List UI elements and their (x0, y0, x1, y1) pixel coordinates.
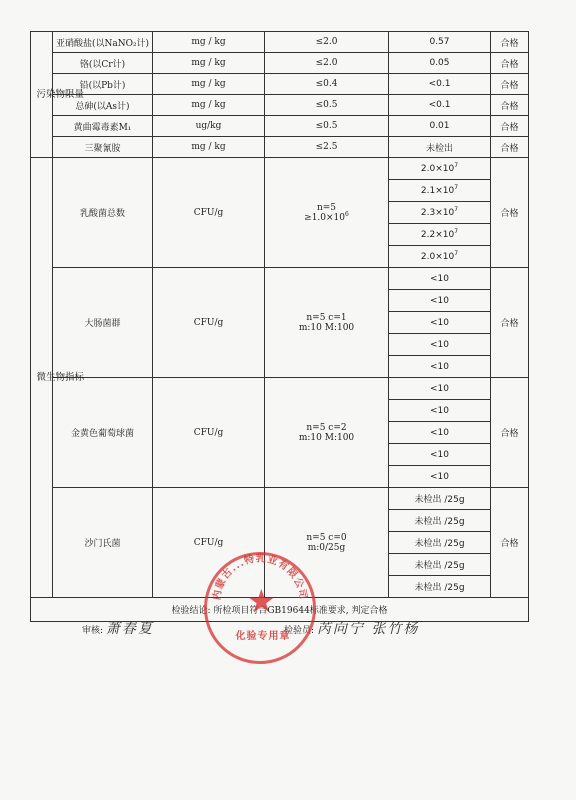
microbe-result: 未检出 /25g (389, 510, 491, 532)
reviewer-signature: 萧春夏 (105, 621, 154, 637)
item-name: 铬(以Cr计) (53, 53, 153, 74)
result-base: 2.3×10 (420, 207, 455, 218)
item-standard: ≤2.0 (265, 32, 389, 53)
company-seal-stamp (204, 552, 316, 664)
microbe-name: 大肠菌群 (53, 268, 153, 378)
item-result: <0.1 (389, 95, 491, 116)
item-unit: ug/kg (153, 116, 265, 137)
microbe-result: <10 (389, 356, 491, 378)
result-exponent: 7 (454, 227, 459, 235)
microbe-name: 金黄色葡萄球菌 (53, 378, 153, 488)
item-name: 总砷(以As计) (53, 95, 153, 116)
microbe-unit: CFU/g (153, 378, 265, 488)
microbe-standard (265, 378, 389, 488)
item-result: 0.05 (389, 53, 491, 74)
item-standard: ≤2.5 (265, 137, 389, 158)
table-row (31, 74, 529, 95)
result-exponent: 7 (454, 249, 459, 257)
standard-line: n=5 c=1 (306, 312, 347, 323)
category-label-microbes (31, 158, 85, 598)
result-base: 2.0×10 (420, 163, 455, 174)
table-row (31, 488, 529, 510)
reviewer-block (82, 618, 154, 638)
standard-line: m:10 M:100 (298, 322, 355, 333)
standard-line: n=5 (316, 202, 337, 213)
standard-exponent: 6 (345, 210, 349, 218)
inspector-label: 检验员: (284, 626, 315, 636)
microbe-judgment: 合格 (491, 268, 529, 378)
microbe-name: 沙门氏菌 (53, 488, 153, 598)
item-unit: mg / kg (153, 95, 265, 116)
category-label-pollutants (31, 32, 85, 158)
microbe-unit: CFU/g (153, 488, 265, 598)
standard-line: m:10 M:100 (298, 432, 355, 443)
item-standard: ≤0.5 (265, 95, 389, 116)
standard-line: n=5 c=0 (306, 532, 347, 543)
pollutant-section (31, 32, 529, 158)
table-row (31, 158, 529, 180)
table-row (31, 378, 529, 400)
microbe-judgment: 合格 (491, 158, 529, 268)
microbe-name: 乳酸菌总数 (53, 158, 153, 268)
item-result: <0.1 (389, 74, 491, 95)
item-name: 三聚氰胺 (53, 137, 153, 158)
item-name: 黄曲霉毒素M₁ (53, 116, 153, 137)
table-row (31, 32, 529, 53)
result-exponent: 7 (454, 183, 459, 191)
microbe-result (389, 158, 491, 180)
microbe-result (389, 224, 491, 246)
table-row (31, 95, 529, 116)
svg-text:内蒙古...特乳业有限公司: 内蒙古...特乳业有限公司 (211, 553, 309, 602)
microbe-result: <10 (389, 290, 491, 312)
microbe-judgment: 合格 (491, 488, 529, 598)
item-judgment: 合格 (491, 74, 529, 95)
microbe-result: <10 (389, 268, 491, 290)
microbe-standard (265, 268, 389, 378)
table-row (31, 268, 529, 290)
microbe-result (389, 180, 491, 202)
item-result: 0.57 (389, 32, 491, 53)
item-judgment: 合格 (491, 116, 529, 137)
microbe-result: 未检出 /25g (389, 554, 491, 576)
inspection-results-table (30, 31, 529, 622)
item-result: 0.01 (389, 116, 491, 137)
inspector-signatures: 芮向宁 张竹杨 (316, 621, 420, 637)
microbe-section (31, 158, 529, 598)
microbe-judgment: 合格 (491, 378, 529, 488)
result-base: 2.0×10 (420, 251, 455, 262)
result-exponent: 7 (454, 205, 459, 213)
microbe-unit: CFU/g (153, 268, 265, 378)
table-row (31, 137, 529, 158)
item-unit: mg / kg (153, 74, 265, 95)
item-judgment: 合格 (491, 137, 529, 158)
microbe-result: <10 (389, 444, 491, 466)
item-unit: mg / kg (153, 53, 265, 74)
item-unit: mg / kg (153, 137, 265, 158)
item-standard: ≤0.5 (265, 116, 389, 137)
microbe-result: <10 (389, 334, 491, 356)
microbe-result: 未检出 /25g (389, 488, 491, 510)
table-row (31, 53, 529, 74)
item-standard: ≤2.0 (265, 53, 389, 74)
microbe-result: 未检出 /25g (389, 532, 491, 554)
microbe-result: <10 (389, 312, 491, 334)
microbe-standard (265, 158, 389, 268)
item-judgment: 合格 (491, 32, 529, 53)
star-icon: ★ (247, 582, 276, 620)
reviewer-label: 审核: (82, 626, 104, 636)
category-text: 污染物限量 (36, 88, 85, 100)
item-result: 未检出 (389, 137, 491, 158)
standard-line: m:0/25g (307, 542, 346, 553)
standard-line: n=5 c=2 (306, 422, 347, 433)
conclusion-text: 检验结论: 所检项目符合GB19644标准要求, 判定合格 (31, 598, 529, 622)
category-text: 微生物指标 (36, 371, 85, 383)
microbe-result (389, 202, 491, 224)
item-judgment: 合格 (491, 95, 529, 116)
microbe-result: 未检出 /25g (389, 576, 491, 598)
microbe-result: <10 (389, 400, 491, 422)
item-name: 亚硝酸盐(以NaNO₂计) (53, 32, 153, 53)
microbe-result: <10 (389, 422, 491, 444)
standard-line: ≥1.0×10 (304, 212, 346, 223)
item-name: 铅(以Pb计) (53, 74, 153, 95)
item-unit: mg / kg (153, 32, 265, 53)
table-row (31, 116, 529, 137)
result-exponent: 7 (454, 161, 459, 169)
result-base: 2.2×10 (420, 229, 455, 240)
microbe-result: <10 (389, 466, 491, 488)
item-standard: ≤0.4 (265, 74, 389, 95)
microbe-unit: CFU/g (153, 158, 265, 268)
microbe-result: <10 (389, 378, 491, 400)
item-judgment: 合格 (491, 53, 529, 74)
stamp-bottom-text: 化验专用章 (235, 631, 291, 642)
microbe-result (389, 246, 491, 268)
result-base: 2.1×10 (420, 185, 455, 196)
